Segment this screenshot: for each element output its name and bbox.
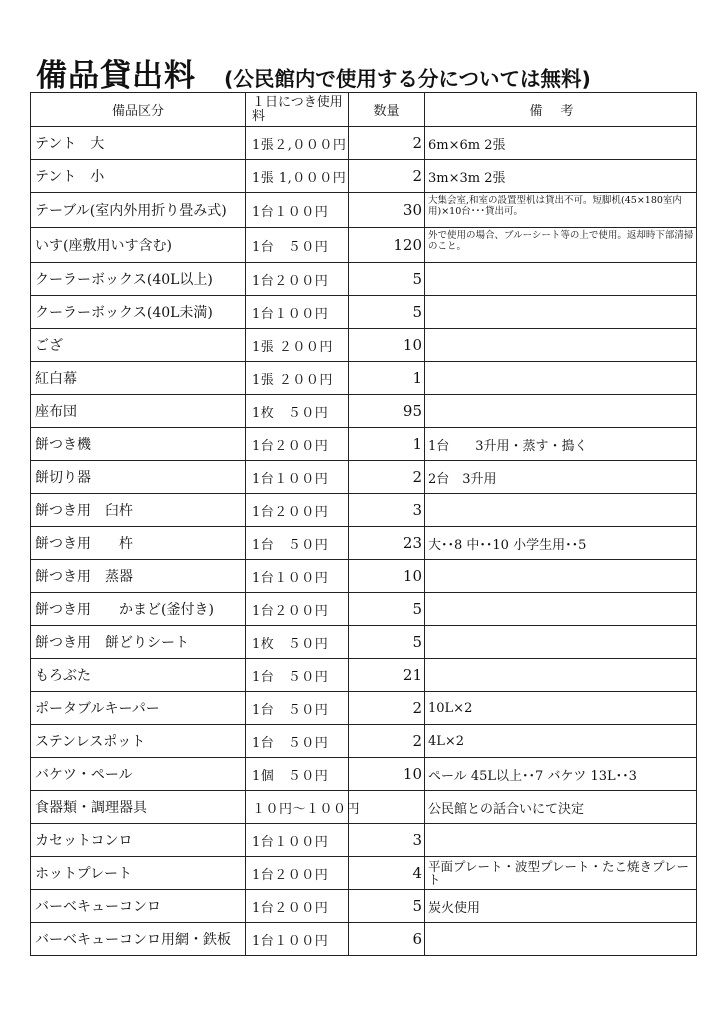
item-price: 1台１００円 [246, 824, 349, 857]
item-price: 1張 1,０００円 [246, 160, 349, 193]
item-price: 1張 ２００円 [246, 329, 349, 362]
item-note [425, 329, 697, 362]
item-name: 食器類・調理器具 [31, 791, 246, 824]
table-row [31, 857, 697, 890]
item-qty: 30 [349, 193, 425, 228]
item-price: 1台２００円 [246, 263, 349, 296]
item-price: 1台 ５０円 [246, 527, 349, 560]
item-note [425, 494, 697, 527]
item-qty: 95 [349, 395, 425, 428]
item-price: 1台 ５０円 [246, 659, 349, 692]
item-name: ステンレスポット [31, 725, 246, 758]
item-qty: 4 [349, 857, 425, 890]
item-note [425, 263, 697, 296]
page-title: 備品貸出料 [36, 58, 196, 94]
item-price: 1台２００円 [246, 593, 349, 626]
item-note [425, 659, 697, 692]
item-price: 1台１００円 [246, 560, 349, 593]
item-note: 6m×6m 2張 [425, 127, 697, 160]
item-name: バーベキューコンロ用網・鉄板 [31, 923, 246, 956]
table-row [31, 160, 697, 193]
item-qty: 5 [349, 626, 425, 659]
item-price: 1台１００円 [246, 193, 349, 228]
item-name: 餅つき用 臼杵 [31, 494, 246, 527]
item-price: 1枚 ５０円 [246, 395, 349, 428]
item-price: 1台１００円 [246, 923, 349, 956]
item-name: 餅つき用 かまど(釜付き) [31, 593, 246, 626]
table-row [31, 659, 697, 692]
item-name: テント 小 [31, 160, 246, 193]
item-name: 餅切り器 [31, 461, 246, 494]
table-row [31, 395, 697, 428]
item-qty: 2 [349, 160, 425, 193]
item-note: 公民館との話合いにて決定 [425, 791, 697, 824]
item-qty: 2 [349, 692, 425, 725]
item-qty: 10 [349, 758, 425, 791]
item-price: 1台 ５０円 [246, 692, 349, 725]
item-price: 1台２００円 [246, 857, 349, 890]
item-note: ペール 45L以上･･7 バケツ 13L･･3 [425, 758, 697, 791]
item-qty: 5 [349, 593, 425, 626]
item-qty: 23 [349, 527, 425, 560]
item-note [425, 362, 697, 395]
item-price: １０円～１００円 [246, 791, 349, 824]
item-qty: 5 [349, 296, 425, 329]
item-name: テント 大 [31, 127, 246, 160]
item-qty: 3 [349, 494, 425, 527]
item-note [425, 593, 697, 626]
item-qty: 5 [349, 890, 425, 923]
table-row [31, 626, 697, 659]
item-note [425, 395, 697, 428]
item-name: ござ [31, 329, 246, 362]
item-name: カセットコンロ [31, 824, 246, 857]
item-note: 外で使用の場合、ブルーシート等の上で使用。返却時下部清掃のこと。 [425, 228, 697, 263]
item-price: 1台１００円 [246, 461, 349, 494]
item-note [425, 560, 697, 593]
item-qty: 2 [349, 725, 425, 758]
item-name: 紅白幕 [31, 362, 246, 395]
item-name: もろぶた [31, 659, 246, 692]
table-row [31, 725, 697, 758]
item-name: 餅つき用 蒸器 [31, 560, 246, 593]
item-name: 餅つき用 餅どりシート [31, 626, 246, 659]
header-qty: 数量 [349, 93, 425, 127]
item-note: 2台 3升用 [425, 461, 697, 494]
header-note: 備考 [425, 93, 697, 127]
item-price: 1台２００円 [246, 494, 349, 527]
table-row [31, 127, 697, 160]
page-subtitle: (公民館内で使用する分については無料) [224, 67, 591, 91]
item-qty: 10 [349, 560, 425, 593]
item-name: バケツ・ペール [31, 758, 246, 791]
equipment-table [30, 92, 697, 956]
item-name: テーブル(室内外用折り畳み式) [31, 193, 246, 228]
table-row [31, 428, 697, 461]
table-row [31, 329, 697, 362]
title-row [36, 50, 716, 94]
item-qty: 120 [349, 228, 425, 263]
item-qty: 1 [349, 362, 425, 395]
item-name: 餅つき機 [31, 428, 246, 461]
header-name: 備品区分 [31, 93, 246, 127]
item-note [425, 923, 697, 956]
table-row [31, 494, 697, 527]
item-price: 1台２００円 [246, 428, 349, 461]
item-qty: 21 [349, 659, 425, 692]
table-row [31, 527, 697, 560]
item-qty: 2 [349, 127, 425, 160]
item-price: 1個 ５０円 [246, 758, 349, 791]
item-price: 1枚 ５０円 [246, 626, 349, 659]
table-row [31, 824, 697, 857]
item-note [425, 824, 697, 857]
item-price: 1台２００円 [246, 890, 349, 923]
item-note [425, 626, 697, 659]
table-row [31, 692, 697, 725]
header-price: １日につき使用料 [246, 93, 349, 127]
item-note: 3m×3m 2張 [425, 160, 697, 193]
table-header-row [31, 93, 697, 127]
table-row [31, 758, 697, 791]
item-name: 座布団 [31, 395, 246, 428]
table-row [31, 193, 697, 228]
item-name: クーラーボックス(40L未満) [31, 296, 246, 329]
table-row [31, 362, 697, 395]
item-note [425, 296, 697, 329]
item-note: 大集会室,和室の設置型机は貸出不可。短脚机(45×180室内用)×10台･･･貸出可。 [425, 193, 697, 228]
item-note: 大･･8 中･･10 小学生用･･5 [425, 527, 697, 560]
item-price: 1張 ２００円 [246, 362, 349, 395]
item-note: 炭火使用 [425, 890, 697, 923]
table-row [31, 296, 697, 329]
table-row [31, 791, 697, 824]
item-name: いす(座敷用いす含む) [31, 228, 246, 263]
item-note: 1台 3升用・蒸す・搗く [425, 428, 697, 461]
item-qty: 5 [349, 263, 425, 296]
item-name: バーベキューコンロ [31, 890, 246, 923]
item-note: 10L×2 [425, 692, 697, 725]
table-row [31, 263, 697, 296]
item-qty: 1 [349, 428, 425, 461]
item-price: 1台 ５０円 [246, 228, 349, 263]
item-price: 1張２,０００円 [246, 127, 349, 160]
table-row [31, 228, 697, 263]
item-name: クーラーボックス(40L以上) [31, 263, 246, 296]
table-row [31, 923, 697, 956]
item-qty: 10 [349, 329, 425, 362]
item-price: 1台１００円 [246, 296, 349, 329]
table-row [31, 593, 697, 626]
table-row [31, 560, 697, 593]
item-note: 4L×2 [425, 725, 697, 758]
item-name: ホットプレート [31, 857, 246, 890]
item-qty: 2 [349, 461, 425, 494]
item-price: 1台 ５０円 [246, 725, 349, 758]
item-note: 平面プレート・波型プレート・たこ焼きプレート [425, 857, 697, 890]
item-qty: 6 [349, 923, 425, 956]
item-qty: 3 [349, 824, 425, 857]
table-row [31, 461, 697, 494]
table-body [31, 127, 697, 956]
item-name: ポータブルキーパー [31, 692, 246, 725]
table-row [31, 890, 697, 923]
item-name: 餅つき用 杵 [31, 527, 246, 560]
